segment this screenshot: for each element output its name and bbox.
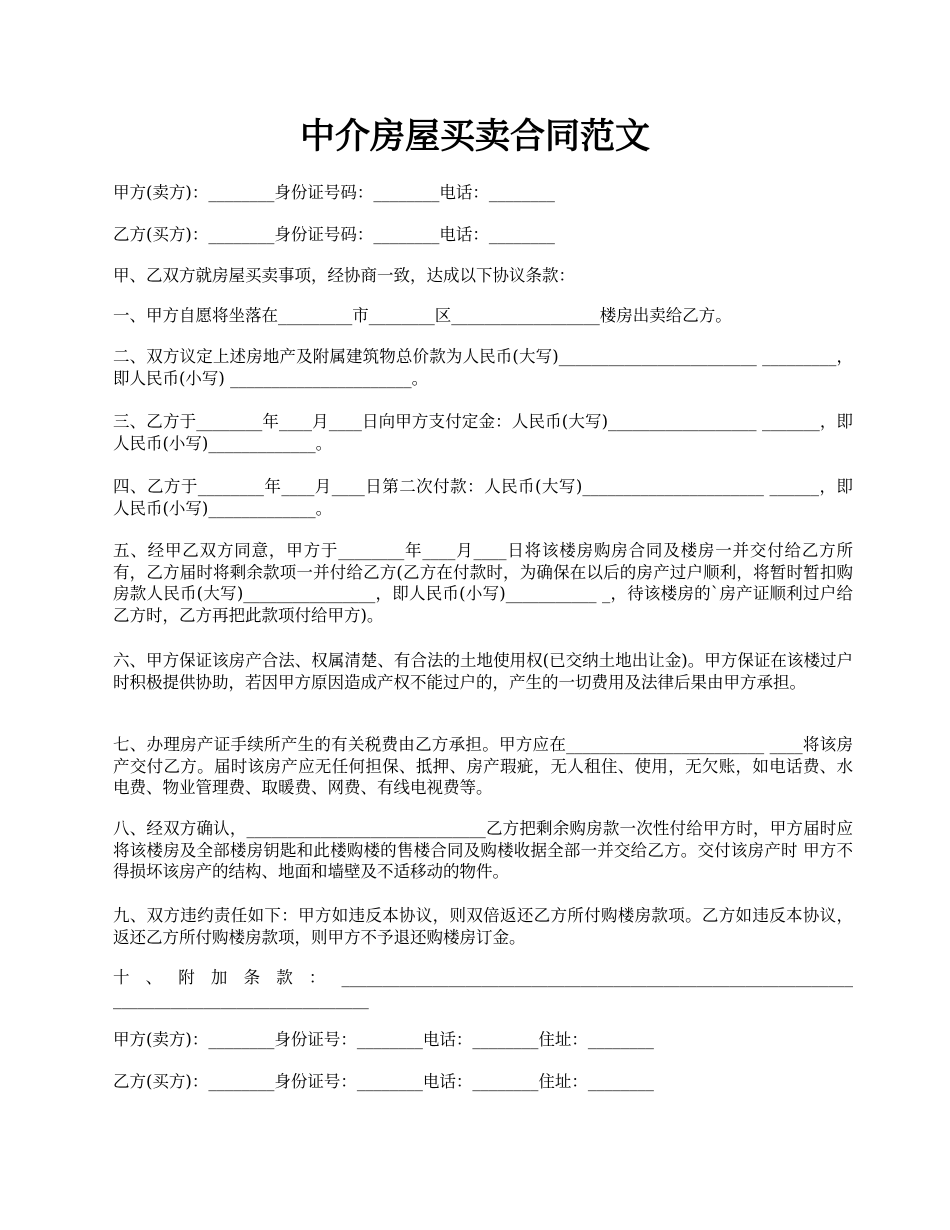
clause-9: 九、双方违约责任如下：甲方如违反本协议，则双倍返还乙方所付购楼房款项。乙方如违反本协议，返还乙方所付购楼房款项，则甲方不予退还购楼房订金。 [113, 906, 853, 947]
clause-8: 八、经双方确认，_____________________________乙方把剩余购房款一次性付给甲方时，甲方届时应将该楼房及全部楼房钥匙和此楼购楼的售楼合同及购楼收据全部一并交给乙方。交付该房产时 甲方不得损坏该房产的结构、地面和墙壁及不适移动的物件。 [113, 819, 853, 881]
clause-1: 一、甲方自愿将坐落在_________市________区__________________楼房出卖给乙方。 [113, 306, 732, 325]
clause-10: 十、附加条款：______________________________________________________________ _______________________________ [113, 968, 853, 1009]
document-title: 中介房屋买卖合同范文 [299, 116, 650, 157]
clause-4: 四、乙方于________年____月____日第二次付款：人民币(大写)______________________ ______，即人民币(小写)_____________。 [113, 477, 853, 518]
clause-5: 五、经甲乙双方同意，甲方于________年____月____日将该楼房购房合同及楼房一并交付给乙方所有，乙方届时将剩余款项一并付给乙方(乙方在付款时，为确保在以后的房产过户顺利，将暂时暂扣购房款人民币(大写)________________，即人民币(小写)___________ _，待该楼房的`房产证顺利过户给乙方时，乙方再把此款项付给甲方)。 [113, 541, 853, 625]
clause-3: 三、乙方于________年____月____日向甲方支付定金：人民币(大写)__________________ _______，即人民币(小写)_____________。 [113, 412, 853, 453]
clause-6: 六、甲方保证该房产合法、权属清楚、有合法的土地使用权(已交纳土地出让金)。甲方保证在该楼过户时积极提供协助，若因甲方原因造成产权不能过户的，产生的一切费用及法律后果由甲方承担。 [113, 651, 853, 692]
intro-text: 甲、乙双方就房屋买卖事项，经协商一致，达成以下协议条款： [113, 266, 575, 285]
clause-2: 二、双方议定上述房地产及附属建筑物总价款为人民币(大写)________________________ _________， 即人民币(小写) ______________________。 [113, 347, 853, 388]
party-b-info: 乙方(买方)：________身份证号码：________电话：________ [113, 225, 555, 244]
party-a-signature-info: 甲方(卖方)：________身份证号：________电话：________住址：________ [113, 1030, 654, 1049]
party-a-info: 甲方(卖方)：________身份证号码：________电话：________ [113, 183, 555, 202]
party-b-signature-info: 乙方(买方)：________身份证号：________电话：________住址：________ [113, 1072, 654, 1091]
clause-7: 七、办理房产证手续所产生的有关税费由乙方承担。甲方应在________________________ ____将该房产交付乙方。届时该房产应无任何担保、抵押、房产瑕疵，无人租住、使用，无欠账，如电话费、水电费、物业管理费、取暖费、网费、有线电视费等。 [113, 735, 853, 797]
